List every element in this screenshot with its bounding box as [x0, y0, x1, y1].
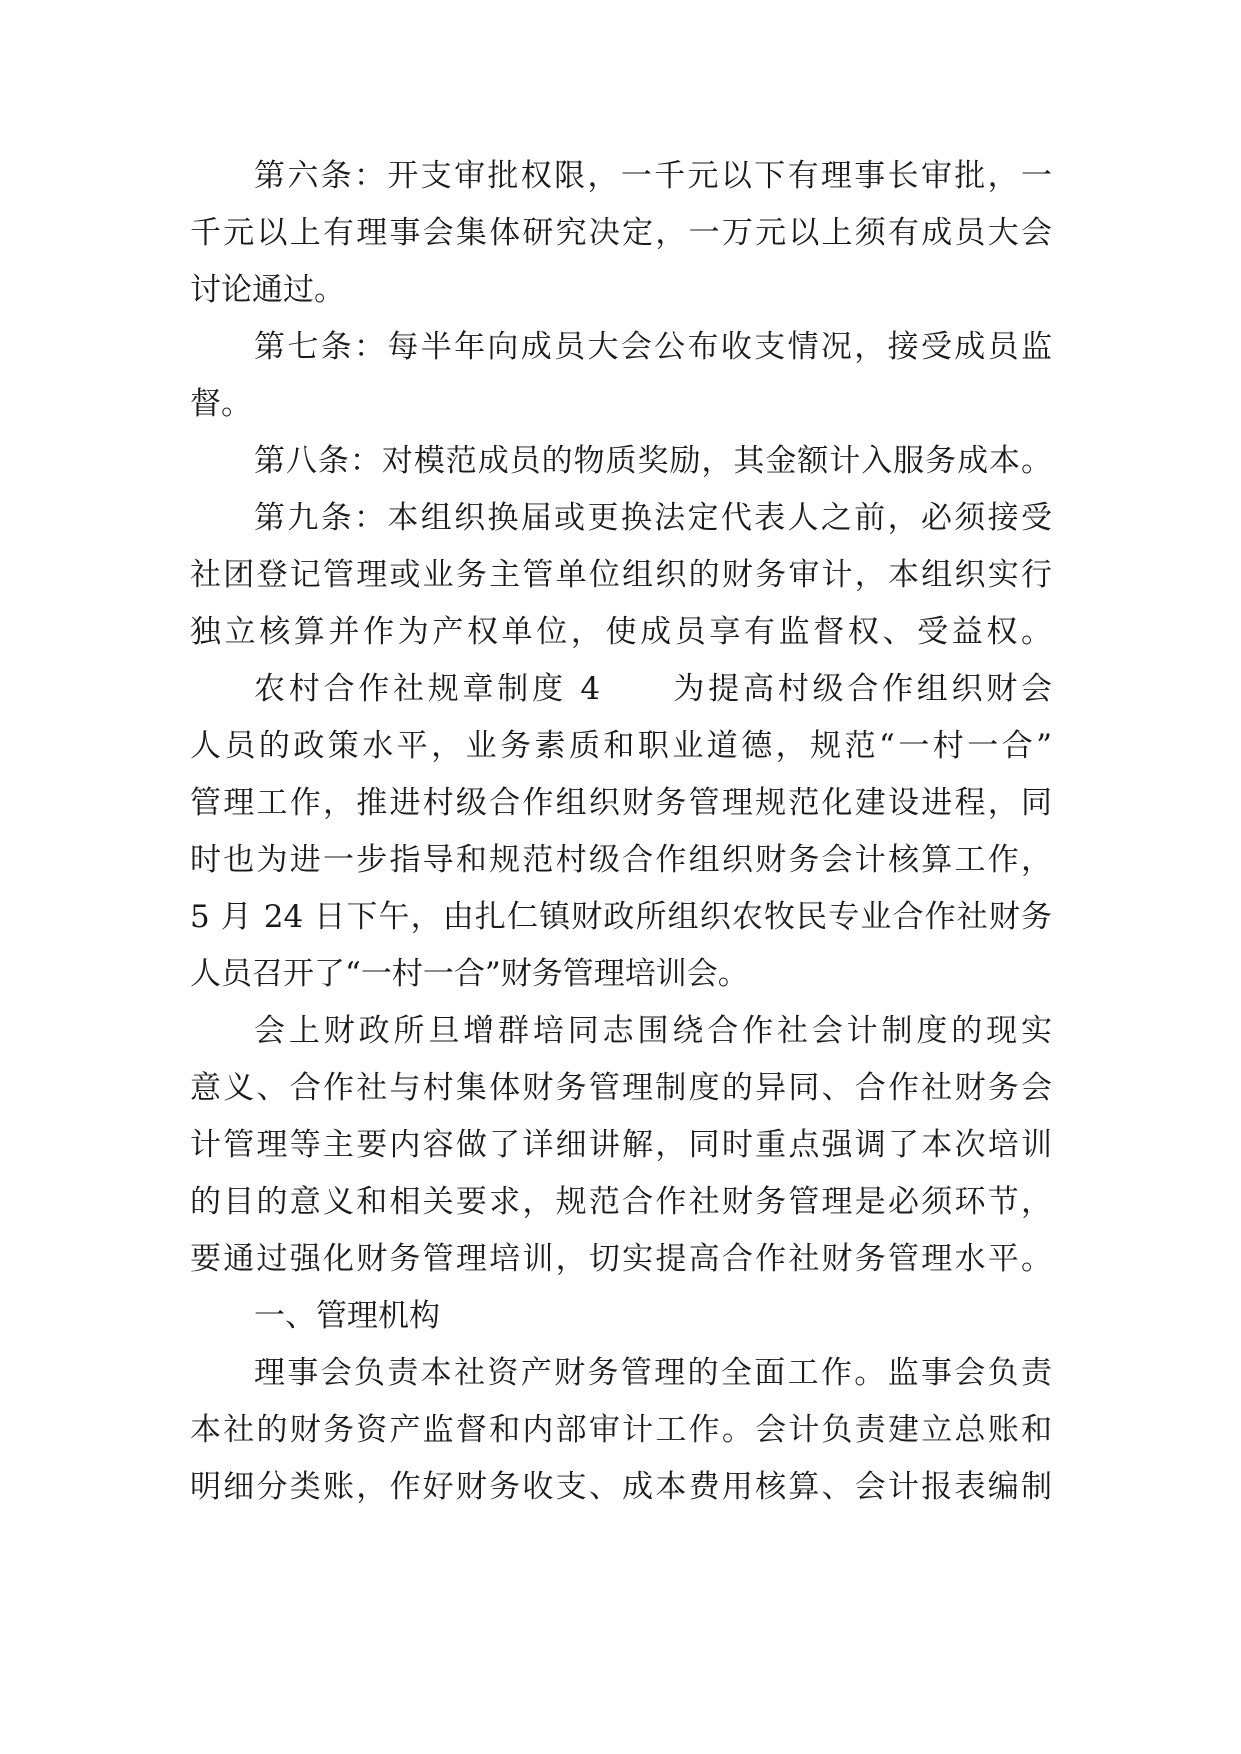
- paragraph-line: 第九条：本组织换届或更换法定代表人之前，必须接受: [254, 500, 1052, 536]
- paragraph-line: 督。: [190, 386, 252, 422]
- paragraph-line: 理事会负责本社资产财务管理的全面工作。监事会负责: [254, 1355, 1052, 1391]
- paragraph-line: 管理工作，推进村级合作组织财务管理规范化建设进程，同: [190, 785, 1052, 821]
- paragraph-line: 明细分类账，作好财务收支、成本费用核算、会计报表编制: [190, 1469, 1052, 1505]
- paragraph-line: 会上财政所旦增群培同志围绕合作社会计制度的现实: [254, 1013, 1052, 1049]
- paragraph-line: 人员的政策水平，业务素质和职业道德，规范“一村一合”: [190, 728, 1052, 764]
- paragraph-line: 时也为进一步指导和规范村级合作组织财务会计核算工作，: [190, 842, 1052, 878]
- paragraph-line: 独立核算并作为产权单位，使成员享有监督权、受益权。: [190, 614, 1052, 650]
- paragraph-line: 人员召开了“一村一合”财务管理培训会。: [190, 956, 749, 992]
- paragraph-line: 的目的意义和相关要求，规范合作社财务管理是必须环节，: [190, 1184, 1052, 1220]
- paragraph-line: 第七条：每半年向成员大会公布收支情况，接受成员监: [254, 329, 1052, 365]
- paragraph-line: 5 月 24 日下午，由扎仁镇财政所组织农牧民专业合作社财务: [190, 899, 1052, 935]
- paragraph-line: 农村合作社规章制度 4 为提高村级合作组织财会: [254, 671, 1052, 707]
- paragraph-line: 本社的财务资产监督和内部审计工作。会计负责建立总账和: [190, 1412, 1052, 1448]
- paragraph-line: 社团登记管理或业务主管单位组织的财务审计，本组织实行: [190, 557, 1052, 593]
- paragraph-line: 计管理等主要内容做了详细讲解，同时重点强调了本次培训: [190, 1127, 1052, 1163]
- paragraph-line: 意义、合作社与村集体财务管理制度的异同、合作社财务会: [190, 1070, 1052, 1106]
- paragraph-line: 千元以上有理事会集体研究决定，一万元以上须有成员大会: [190, 215, 1052, 251]
- paragraph-line: 要通过强化财务管理培训，切实提高合作社财务管理水平。: [190, 1241, 1052, 1277]
- paragraph-line: 讨论通过。: [190, 272, 345, 308]
- section-heading: 一、管理机构: [254, 1298, 440, 1334]
- paragraph-line: 第六条：开支审批权限，一千元以下有理事长审批，一: [254, 158, 1052, 194]
- paragraph-line: 第八条：对模范成员的物质奖励，其金额计入服务成本。: [254, 443, 1052, 479]
